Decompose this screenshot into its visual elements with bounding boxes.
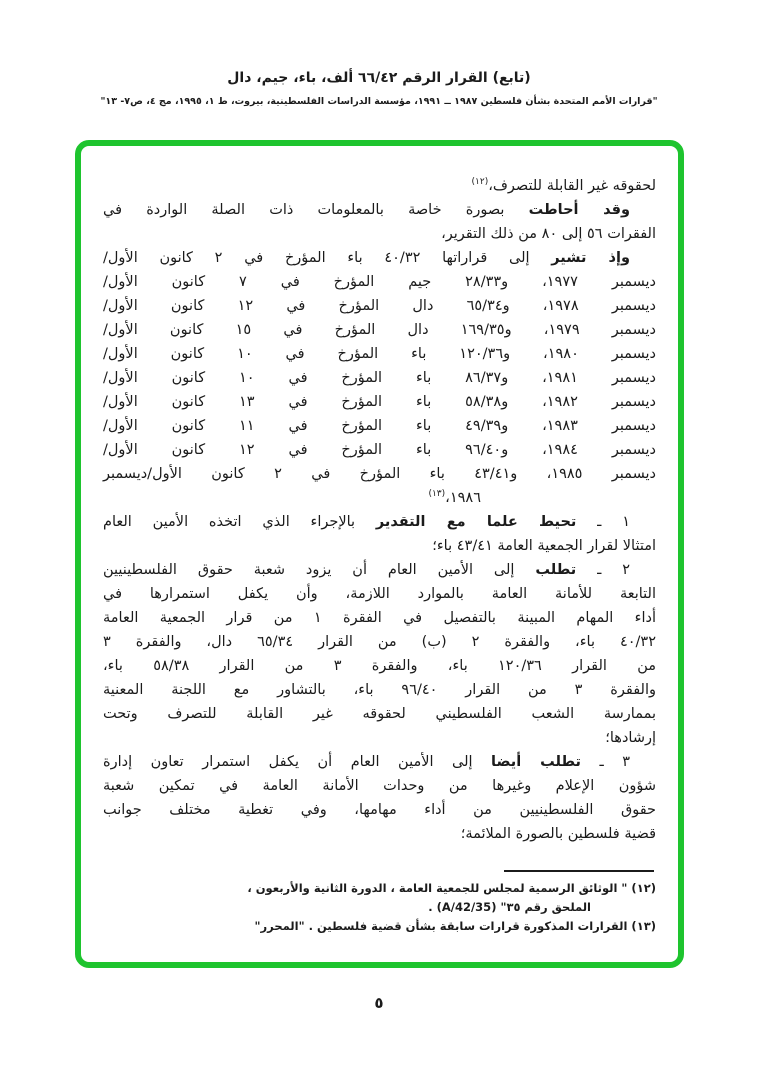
source-citation: "قرارات الأمم المتحدة بشأن فلسطين ١٩٨٧ ــ ١٩٩١، مؤسسة الدراسات الفلسطينية، بيروت، ط ١، ١٩٩٥، مج ٤، ص٧- ١٣": [100, 96, 658, 107]
operative-paragraph-3: [103, 750, 656, 846]
text-line: [103, 678, 656, 702]
text-segment: ديسمبر ١٩٧٧، و٢٨/٣٣ جيم المؤرخ في ٧ كانون الأول/: [103, 274, 657, 290]
page-header: [0, 70, 758, 107]
text-line: [103, 534, 656, 558]
text-segment: إلى الأمين العام أن يكفل استمرار تعاون إدارة: [103, 754, 492, 770]
resolution-body: [103, 174, 656, 846]
text-segment: امتثالا لقرار الجمعية العامة ٤٣/٤١ باء؛: [432, 538, 656, 554]
page-number: ٥: [374, 994, 384, 1012]
text-segment: بصورة خاصة بالمعلومات ذات الصلة الواردة في: [103, 202, 529, 218]
text-line: [103, 726, 656, 750]
text-line: [103, 798, 656, 822]
text-segment: إلى قراراتها ٤٠/٣٢ باء المؤرخ في ٢ كانون الأول/: [103, 250, 552, 266]
text-segment: ديسمبر ١٩٨٥، و٤٣/٤١ باء المؤرخ في ٢ كانون الأول/ديسمبر: [103, 466, 656, 482]
text-segment: تطلب: [535, 562, 577, 578]
text-line: [103, 702, 656, 726]
text-segment: قضية فلسطين بالصورة الملائمة؛: [460, 826, 656, 842]
text-line: [103, 366, 656, 390]
text-segment: ديسمبر ١٩٧٨، و٦٥/٣٤ دال المؤرخ في ١٢ كانون الأول/: [103, 298, 657, 314]
text-segment: حقوق الفلسطينيين من أداء مهامها، وفي تغطية مختلف جوانب: [103, 802, 656, 818]
text-line: [103, 318, 656, 342]
text-line: [103, 630, 656, 654]
text-line: [103, 879, 656, 898]
text-segment: ديسمبر ١٩٨١، و٨٦/٣٧ باء المؤرخ في ١٠ كانون الأول/: [103, 370, 657, 386]
footnote-ref: (١٢): [471, 177, 489, 188]
text-line: [103, 390, 656, 414]
text-line: [103, 558, 656, 582]
text-line: [103, 750, 656, 774]
text-segment: تطلب أيضا: [491, 754, 581, 770]
content-border-box: [75, 140, 684, 968]
text-segment: شؤون الإعلام وغيرها من وحدات الأمانة العامة في تمكين شعبة: [103, 778, 656, 794]
text-segment: من القرار ١٢٠/٣٦ باء، والفقرة ٣ من القرار ٥٨/٣٨ باء،: [103, 658, 657, 674]
text-line: [103, 582, 656, 606]
text-segment: .: [428, 900, 437, 914]
text-line: [103, 438, 656, 462]
page-title: (تابع) القرار الرقم ٦٦/٤٢ ألف، باء، جيم، دال: [227, 70, 531, 86]
text-segment: ديسمبر ١٩٨٤، و٩٦/٤٠ باء المؤرخ في ١٢ كانون الأول/: [103, 442, 657, 458]
text-segment: (١٣) القرارات المذكورة قرارات سابقة بشأن قضية فلسطين . "المحرر": [254, 919, 656, 933]
text-line: [103, 174, 656, 198]
text-line: [103, 414, 656, 438]
text-segment: ١ ـ: [576, 514, 631, 530]
text-line: [103, 822, 656, 846]
text-segment: تحيط علما مع التقدير: [375, 514, 577, 530]
text-line: [103, 294, 656, 318]
clause-recalling-resolutions: [103, 246, 656, 510]
continuation-clause: [103, 174, 656, 198]
text-line: [103, 774, 656, 798]
text-line: [103, 462, 656, 486]
text-segment: بالإجراء الذي اتخذه الأمين العام: [103, 514, 376, 530]
text-segment: الملحق رقم ٣٥": [496, 900, 591, 914]
text-segment: (A/42/35): [436, 900, 497, 914]
text-line: [103, 486, 656, 510]
text-line: [103, 654, 656, 678]
text-line: [103, 198, 656, 222]
text-segment: وقد أحاطت: [528, 202, 631, 218]
text-segment: وإذ تشير: [551, 250, 630, 266]
text-segment: ٢ ـ: [576, 562, 630, 578]
text-segment: لحقوقه غير القابلة للتصرف،: [488, 178, 656, 194]
text-segment: التابعة للأمانة العامة بالموارد اللازمة، وأن يكفل استمرارها في: [103, 586, 656, 602]
operative-paragraph-1: [103, 510, 656, 558]
text-segment: إلى الأمين العام أن يزود شعبة حقوق الفلسطينيين: [103, 562, 536, 578]
text-segment: (١٢) " الوثائق الرسمية لمجلس للجمعية العامة ، الدورة الثانية والأربعون ،: [247, 881, 656, 895]
clause-taking-note: [103, 198, 656, 246]
footnote-divider: [504, 870, 654, 872]
footnote-ref: (١٣): [428, 489, 446, 500]
text-segment: ديسمبر ١٩٨٠، و١٢٠/٣٦ باء المؤرخ في ١٠ كانون الأول/: [103, 346, 656, 362]
text-line: [103, 606, 656, 630]
text-line: [103, 222, 656, 246]
footnotes: [103, 879, 656, 936]
text-segment: إرشادها؛: [605, 730, 656, 746]
text-segment: ٤٠/٣٢ باء، والفقرة ٢ (ب) من القرار ٦٥/٣٤ دال، والفقرة ٣: [103, 634, 656, 650]
operative-paragraph-2: [103, 558, 656, 750]
text-segment: ديسمبر ١٩٧٩، و١٦٩/٣٥ دال المؤرخ في ١٥ كانون الأول/: [103, 322, 656, 338]
text-segment: ٣ ـ: [580, 754, 630, 770]
text-segment: ١٩٨٦،: [445, 490, 481, 506]
text-line: [103, 510, 656, 534]
text-segment: الفقرات ٥٦ إلى ٨٠ من ذلك التقرير،: [441, 226, 656, 242]
text-line: [103, 917, 656, 936]
text-segment: ديسمبر ١٩٨٣، و٤٩/٣٩ باء المؤرخ في ١١ كانون الأول/: [103, 418, 657, 434]
text-line: [103, 246, 656, 270]
text-segment: ديسمبر ١٩٨٢، و٥٨/٣٨ باء المؤرخ في ١٣ كانون الأول/: [103, 394, 657, 410]
text-line: [103, 270, 656, 294]
text-line: [103, 342, 656, 366]
text-segment: أداء المهام المبينة بالتفصيل في الفقرة ١ من قرار الجمعية العامة: [103, 610, 656, 626]
text-line: [103, 898, 656, 917]
footnote-area: [103, 870, 656, 936]
text-segment: والفقرة ٣ من القرار ٩٦/٤٠ باء، بالتشاور مع اللجنة المعنية: [103, 682, 656, 698]
text-segment: بممارسة الشعب الفلسطيني لحقوقه غير القابلة للتصرف وتحت: [103, 706, 656, 722]
